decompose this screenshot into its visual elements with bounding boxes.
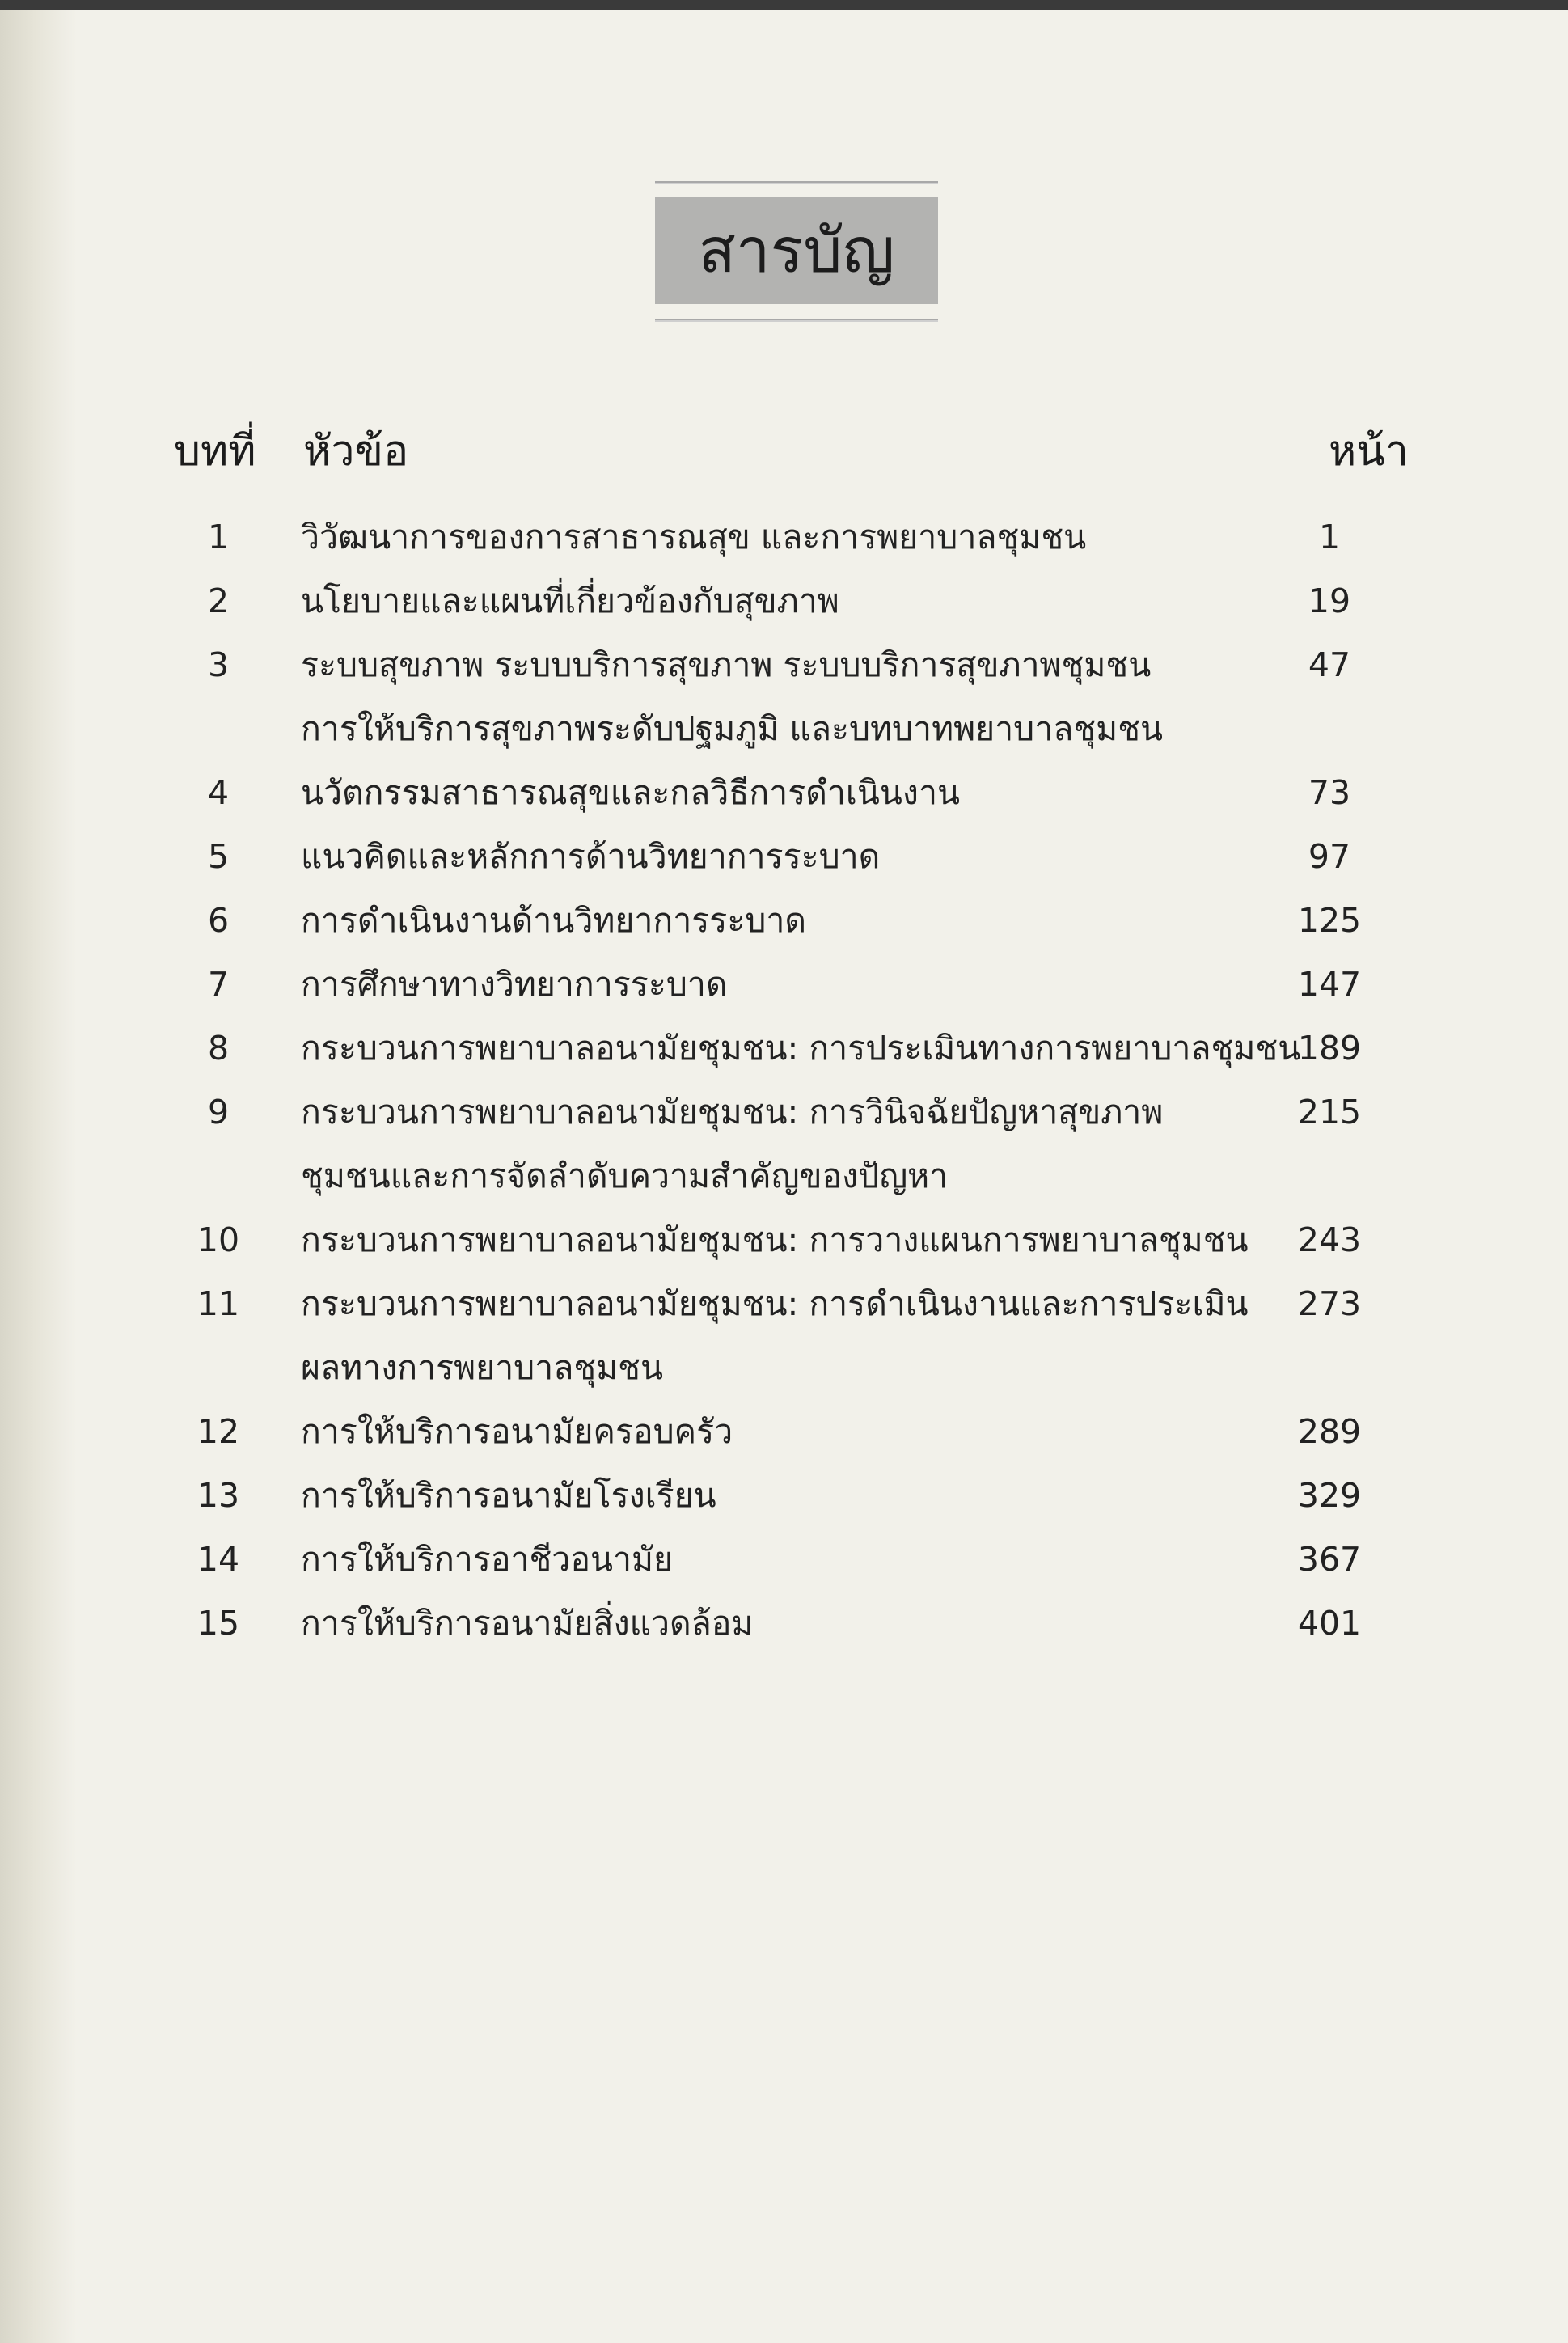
chapter-number: 10 [197,1220,240,1259]
page-number: 97 [1308,837,1351,876]
toc-list [0,505,1568,1656]
toc-entry [0,953,1568,1017]
chapter-title [301,1592,1295,1656]
toc-entry [0,1592,1568,1656]
chapter-title [301,1017,1301,1081]
toc-entry [0,1528,1568,1592]
chapter-title-line: การให้บริการอาชีวอนามัย [301,1540,674,1579]
page-number: 289 [1297,1412,1362,1451]
page-number: 73 [1308,773,1351,812]
chapter-title-line: วิวัฒนาการของการสาธารณสุข และการพยาบาลชุมชน [301,518,1087,556]
chapter-title [301,1400,1295,1464]
toc-entry [0,505,1568,569]
chapter-title-line: การให้บริการอนามัยสิ่งแวดล้อม [301,1604,754,1643]
toc-entry [0,889,1568,953]
chapter-number: 5 [207,837,230,876]
page-number: 215 [1297,1093,1362,1131]
chapter-title-line: ผลทางการพยาบาลชุมชน [301,1348,664,1387]
chapter-number: 9 [207,1093,230,1131]
chapter-number: 7 [207,965,230,1004]
chapter-title [301,761,1295,825]
chapter-title-line: ระบบสุขภาพ ระบบบริการสุขภาพ ระบบบริการสุขภาพชุมชน [301,645,1152,684]
chapter-number: 14 [197,1540,240,1579]
chapter-number: 3 [207,645,230,684]
chapter-title [301,633,1295,761]
toc-entry [0,569,1568,633]
chapter-title [301,889,1295,953]
chapter-number: 13 [197,1476,240,1515]
chapter-title-line: กระบวนการพยาบาลอนามัยชุมชน: การประเมินทางการพยาบาลชุมชน [301,1029,1301,1068]
chapter-title-line: การศึกษาทางวิทยาการระบาด [301,965,728,1004]
page-number: 189 [1297,1029,1362,1068]
toc-entry [0,1400,1568,1464]
chapter-title [301,825,1295,889]
toc-entry [0,1464,1568,1528]
page-number: 47 [1308,645,1351,684]
chapter-title [301,1081,1295,1208]
chapter-title [301,1272,1295,1400]
page-number: 367 [1297,1540,1362,1579]
toc-entry [0,1272,1568,1400]
chapter-number: 11 [197,1284,240,1323]
chapter-number: 4 [207,773,230,812]
toc-entry [0,1081,1568,1208]
chapter-title-line: การให้บริการอนามัยครอบครัว [301,1412,733,1451]
chapter-title-line: แนวคิดและหลักการด้านวิทยาการระบาด [301,837,881,876]
chapter-number: 12 [197,1412,240,1451]
chapter-title-line: กระบวนการพยาบาลอนามัยชุมชน: การวางแผนการพยาบาลชุมชน [301,1220,1249,1259]
chapter-title [301,953,1295,1017]
chapter-title-line: นโยบายและแผนที่เกี่ยวข้องกับสุขภาพ [301,582,839,620]
title-block [655,181,938,324]
title-rule-top [655,181,938,184]
toc-entry [0,761,1568,825]
chapter-title-line: นวัตกรรมสาธารณสุขและกลวิธีการดำเนินงาน [301,773,960,812]
page-number: 243 [1297,1220,1362,1259]
chapter-title [301,1464,1295,1528]
chapter-number: 8 [207,1029,230,1068]
chapter-title [301,1528,1295,1592]
toc-entry [0,633,1568,761]
chapter-title-line: กระบวนการพยาบาลอนามัยชุมชน: การวินิจฉัยปัญหาสุขภาพ [301,1093,1164,1131]
chapter-number: 15 [197,1604,240,1643]
chapter-number: 6 [207,901,230,940]
page-number: 273 [1297,1284,1362,1323]
chapter-title [301,569,1295,633]
toc-entry [0,1017,1568,1081]
chapter-title-line: กระบวนการพยาบาลอนามัยชุมชน: การดำเนินงานและการประเมิน [301,1284,1249,1323]
chapter-number: 2 [207,582,230,620]
header-chapter: บทที่ [174,427,256,476]
toc-header [0,417,1568,481]
page-number: 125 [1297,901,1362,940]
page-number: 329 [1297,1476,1362,1515]
toc-entry [0,1208,1568,1272]
title-rule-bottom [655,319,938,322]
chapter-title-line: การให้บริการสุขภาพระดับปฐมภูมิ และบทบาทพยาบาลชุมชน [301,709,1164,748]
chapter-number: 1 [207,518,230,556]
toc-entry [0,825,1568,889]
page-title: สารบัญ [698,214,895,286]
chapter-title-line: ชุมชนและการจัดลำดับความสำคัญของปัญหา [301,1157,949,1195]
chapter-title [301,505,1295,569]
header-topic: หัวข้อ [303,427,409,476]
page-number: 1 [1318,518,1341,556]
title-box [655,197,938,304]
page-number: 147 [1297,965,1362,1004]
chapter-title [301,1208,1295,1272]
top-edge [0,0,1568,10]
header-page: หน้า [1328,427,1409,476]
chapter-title-line: การดำเนินงานด้านวิทยาการระบาด [301,901,807,940]
chapter-title-line: การให้บริการอนามัยโรงเรียน [301,1476,716,1515]
page-number: 401 [1297,1604,1362,1643]
page-number: 19 [1308,582,1351,620]
